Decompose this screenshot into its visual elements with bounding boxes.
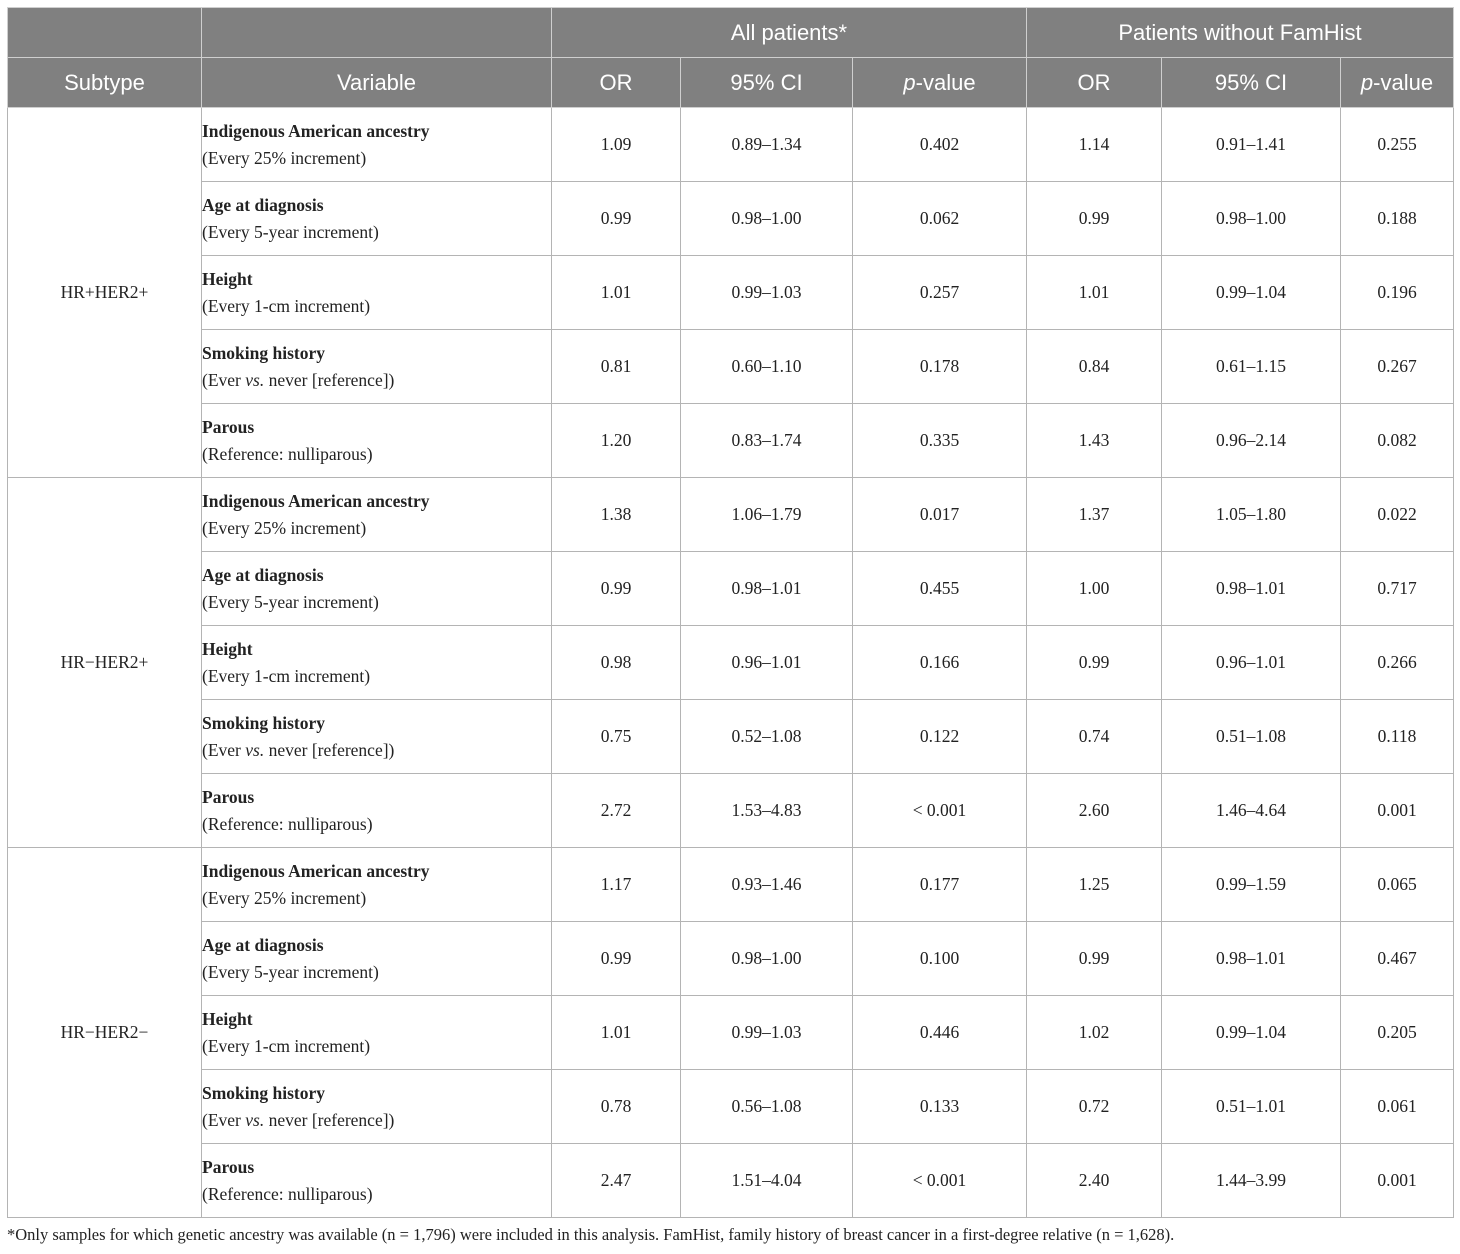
pvalue-all-cell: < 0.001	[853, 1144, 1027, 1218]
pvalue-nofam-cell: 0.266	[1341, 626, 1454, 700]
variable-name: Parous	[202, 1156, 255, 1177]
header-group-without-famhist: Patients without FamHist	[1027, 8, 1454, 58]
pvalue-all-cell: 0.178	[853, 330, 1027, 404]
ci-nofam-cell: 1.44–3.99	[1162, 1144, 1341, 1218]
pvalue-all-cell: 0.455	[853, 552, 1027, 626]
or-all-cell: 0.98	[552, 626, 681, 700]
or-all-cell: 1.17	[552, 848, 681, 922]
or-all-cell: 2.47	[552, 1144, 681, 1218]
desc-post: never [reference])	[264, 1109, 395, 1130]
or-nofam-cell: 1.14	[1027, 108, 1162, 182]
pvalue-nofam-cell: 0.467	[1341, 922, 1454, 996]
subtype-cell: HR+HER2+	[8, 108, 202, 478]
variable-description: (Every 5-year increment)	[202, 961, 379, 982]
header-p-italic: p	[1360, 69, 1374, 95]
header-group-row	[8, 8, 1454, 58]
pvalue-all-cell: 0.446	[853, 996, 1027, 1070]
header-p-italic: p	[903, 69, 916, 95]
ci-nofam-cell: 1.46–4.64	[1162, 774, 1341, 848]
header-ci-all: 95% CI	[681, 58, 853, 108]
variable-cell	[202, 330, 552, 404]
variable-name: Height	[202, 638, 253, 659]
table-row	[8, 1070, 1454, 1144]
pvalue-all-cell: 0.335	[853, 404, 1027, 478]
table-row	[8, 774, 1454, 848]
header-blank-subtype	[8, 8, 202, 58]
or-nofam-cell: 1.02	[1027, 996, 1162, 1070]
ci-all-cell: 1.06–1.79	[681, 478, 853, 552]
ci-nofam-cell: 0.91–1.41	[1162, 108, 1341, 182]
variable-description: (Every 5-year increment)	[202, 221, 379, 242]
or-all-cell: 0.78	[552, 1070, 681, 1144]
pvalue-all-cell: 0.177	[853, 848, 1027, 922]
desc-pre: (Ever	[202, 369, 246, 390]
header-ci-nofam: 95% CI	[1162, 58, 1341, 108]
or-nofam-cell: 0.84	[1027, 330, 1162, 404]
ci-all-cell: 0.52–1.08	[681, 700, 853, 774]
variable-cell	[202, 404, 552, 478]
header-column-row	[8, 58, 1454, 108]
variable-description: (Every 1-cm increment)	[202, 295, 371, 316]
or-nofam-cell: 1.01	[1027, 256, 1162, 330]
variable-cell	[202, 108, 552, 182]
table-row	[8, 848, 1454, 922]
ci-nofam-cell: 0.99–1.04	[1162, 256, 1341, 330]
ci-all-cell: 0.89–1.34	[681, 108, 853, 182]
variable-cell	[202, 996, 552, 1070]
ci-nofam-cell: 0.61–1.15	[1162, 330, 1341, 404]
pvalue-nofam-cell: 0.267	[1341, 330, 1454, 404]
variable-description	[202, 737, 551, 764]
ci-nofam-cell: 0.96–1.01	[1162, 626, 1341, 700]
table-body	[8, 108, 1454, 1218]
variable-cell	[202, 848, 552, 922]
ci-all-cell: 1.53–4.83	[681, 774, 853, 848]
variable-name: Indigenous American ancestry	[202, 120, 430, 141]
or-nofam-cell: 1.00	[1027, 552, 1162, 626]
variable-description: (Every 1-cm increment)	[202, 1035, 371, 1056]
header-or-all: OR	[552, 58, 681, 108]
ci-nofam-cell: 0.98–1.01	[1162, 552, 1341, 626]
or-nofam-cell: 2.60	[1027, 774, 1162, 848]
header-subtype: Subtype	[8, 58, 202, 108]
pvalue-all-cell: 0.017	[853, 478, 1027, 552]
ci-nofam-cell: 0.51–1.01	[1162, 1070, 1341, 1144]
variable-cell	[202, 1144, 552, 1218]
footnote: *Only samples for which genetic ancestry was available (n = 1,796) were included in this analysis. FamHist, family history of breast cancer in a first-degree relative (n = 1,628).	[7, 1225, 1175, 1244]
table-row	[8, 330, 1454, 404]
pvalue-nofam-cell: 0.196	[1341, 256, 1454, 330]
variable-cell	[202, 626, 552, 700]
variable-cell	[202, 774, 552, 848]
table-row	[8, 478, 1454, 552]
or-nofam-cell: 2.40	[1027, 1144, 1162, 1218]
or-all-cell: 1.01	[552, 996, 681, 1070]
pvalue-all-cell: 0.100	[853, 922, 1027, 996]
variable-description	[202, 367, 551, 394]
table-row	[8, 182, 1454, 256]
ci-all-cell: 0.98–1.00	[681, 922, 853, 996]
or-nofam-cell: 1.37	[1027, 478, 1162, 552]
or-all-cell: 2.72	[552, 774, 681, 848]
variable-cell	[202, 478, 552, 552]
ci-nofam-cell: 0.96–2.14	[1162, 404, 1341, 478]
variable-description	[202, 1107, 551, 1134]
or-all-cell: 0.99	[552, 552, 681, 626]
header-p-rest: -value	[915, 69, 976, 95]
table-row	[8, 256, 1454, 330]
desc-pre: (Ever	[202, 739, 246, 760]
or-nofam-cell: 0.74	[1027, 700, 1162, 774]
desc-italic: vs.	[245, 369, 265, 390]
variable-description: (Every 1-cm increment)	[202, 665, 371, 686]
ci-all-cell: 0.93–1.46	[681, 848, 853, 922]
or-all-cell: 0.99	[552, 922, 681, 996]
desc-italic: vs.	[245, 739, 265, 760]
desc-post: never [reference])	[264, 739, 395, 760]
pvalue-nofam-cell: 0.065	[1341, 848, 1454, 922]
or-all-cell: 1.01	[552, 256, 681, 330]
pvalue-nofam-cell: 0.717	[1341, 552, 1454, 626]
ci-all-cell: 0.96–1.01	[681, 626, 853, 700]
results-table	[7, 7, 1454, 1218]
or-nofam-cell: 0.99	[1027, 182, 1162, 256]
pvalue-nofam-cell: 0.188	[1341, 182, 1454, 256]
pvalue-nofam-cell: 0.022	[1341, 478, 1454, 552]
pvalue-all-cell: < 0.001	[853, 774, 1027, 848]
pvalue-nofam-cell: 0.118	[1341, 700, 1454, 774]
variable-name: Smoking history	[202, 1082, 326, 1103]
ci-all-cell: 0.99–1.03	[681, 996, 853, 1070]
variable-name: Indigenous American ancestry	[202, 490, 430, 511]
desc-pre: (Ever	[202, 1109, 246, 1130]
variable-name: Indigenous American ancestry	[202, 860, 430, 881]
table-row	[8, 700, 1454, 774]
desc-post: never [reference])	[264, 369, 395, 390]
header-or-nofam: OR	[1027, 58, 1162, 108]
ci-nofam-cell: 1.05–1.80	[1162, 478, 1341, 552]
pvalue-nofam-cell: 0.082	[1341, 404, 1454, 478]
pvalue-all-cell: 0.122	[853, 700, 1027, 774]
table-row	[8, 1144, 1454, 1218]
or-all-cell: 0.75	[552, 700, 681, 774]
variable-name: Height	[202, 1008, 253, 1029]
variable-description: (Every 25% increment)	[202, 517, 367, 538]
header-pvalue-nofam	[1341, 58, 1454, 108]
table-row	[8, 108, 1454, 182]
table-header	[8, 8, 1454, 108]
or-nofam-cell: 1.25	[1027, 848, 1162, 922]
pvalue-nofam-cell: 0.001	[1341, 774, 1454, 848]
pvalue-all-cell: 0.062	[853, 182, 1027, 256]
variable-name: Smoking history	[202, 342, 326, 363]
ci-all-cell: 0.98–1.01	[681, 552, 853, 626]
or-all-cell: 0.99	[552, 182, 681, 256]
variable-cell	[202, 256, 552, 330]
variable-name: Smoking history	[202, 712, 326, 733]
variable-description: (Every 25% increment)	[202, 147, 367, 168]
variable-cell	[202, 1070, 552, 1144]
variable-description: (Reference: nulliparous)	[202, 443, 373, 464]
ci-all-cell: 0.60–1.10	[681, 330, 853, 404]
variable-name: Age at diagnosis	[202, 934, 324, 955]
table-row	[8, 404, 1454, 478]
variable-description: (Every 25% increment)	[202, 887, 367, 908]
subtype-cell: HR−HER2−	[8, 848, 202, 1218]
variable-description: (Reference: nulliparous)	[202, 1183, 373, 1204]
pvalue-all-cell: 0.257	[853, 256, 1027, 330]
variable-cell	[202, 700, 552, 774]
ci-nofam-cell: 0.99–1.59	[1162, 848, 1341, 922]
variable-name: Parous	[202, 786, 255, 807]
pvalue-all-cell: 0.133	[853, 1070, 1027, 1144]
pvalue-nofam-cell: 0.061	[1341, 1070, 1454, 1144]
desc-italic: vs.	[245, 1109, 265, 1130]
or-all-cell: 1.20	[552, 404, 681, 478]
ci-all-cell: 0.83–1.74	[681, 404, 853, 478]
ci-nofam-cell: 0.98–1.00	[1162, 182, 1341, 256]
or-nofam-cell: 0.72	[1027, 1070, 1162, 1144]
variable-description: (Every 5-year increment)	[202, 591, 379, 612]
ci-all-cell: 0.99–1.03	[681, 256, 853, 330]
or-all-cell: 0.81	[552, 330, 681, 404]
or-nofam-cell: 0.99	[1027, 922, 1162, 996]
ci-all-cell: 1.51–4.04	[681, 1144, 853, 1218]
or-nofam-cell: 1.43	[1027, 404, 1162, 478]
header-p-rest: -value	[1373, 69, 1434, 95]
header-pvalue-all	[853, 58, 1027, 108]
subtype-cell: HR−HER2+	[8, 478, 202, 848]
table-row	[8, 626, 1454, 700]
pvalue-nofam-cell: 0.255	[1341, 108, 1454, 182]
variable-name: Parous	[202, 416, 255, 437]
variable-description: (Reference: nulliparous)	[202, 813, 373, 834]
ci-nofam-cell: 0.99–1.04	[1162, 996, 1341, 1070]
variable-cell	[202, 182, 552, 256]
pvalue-all-cell: 0.166	[853, 626, 1027, 700]
variable-name: Height	[202, 268, 253, 289]
variable-cell	[202, 922, 552, 996]
table-row	[8, 552, 1454, 626]
pvalue-nofam-cell: 0.001	[1341, 1144, 1454, 1218]
table-row	[8, 996, 1454, 1070]
header-group-all-patients: All patients*	[552, 8, 1027, 58]
or-all-cell: 1.38	[552, 478, 681, 552]
variable-name: Age at diagnosis	[202, 194, 324, 215]
or-nofam-cell: 0.99	[1027, 626, 1162, 700]
table-row	[8, 922, 1454, 996]
ci-all-cell: 0.56–1.08	[681, 1070, 853, 1144]
pvalue-all-cell: 0.402	[853, 108, 1027, 182]
ci-nofam-cell: 0.51–1.08	[1162, 700, 1341, 774]
header-variable: Variable	[202, 58, 552, 108]
ci-all-cell: 0.98–1.00	[681, 182, 853, 256]
ci-nofam-cell: 0.98–1.01	[1162, 922, 1341, 996]
header-blank-variable	[202, 8, 552, 58]
or-all-cell: 1.09	[552, 108, 681, 182]
variable-cell	[202, 552, 552, 626]
pvalue-nofam-cell: 0.205	[1341, 996, 1454, 1070]
variable-name: Age at diagnosis	[202, 564, 324, 585]
